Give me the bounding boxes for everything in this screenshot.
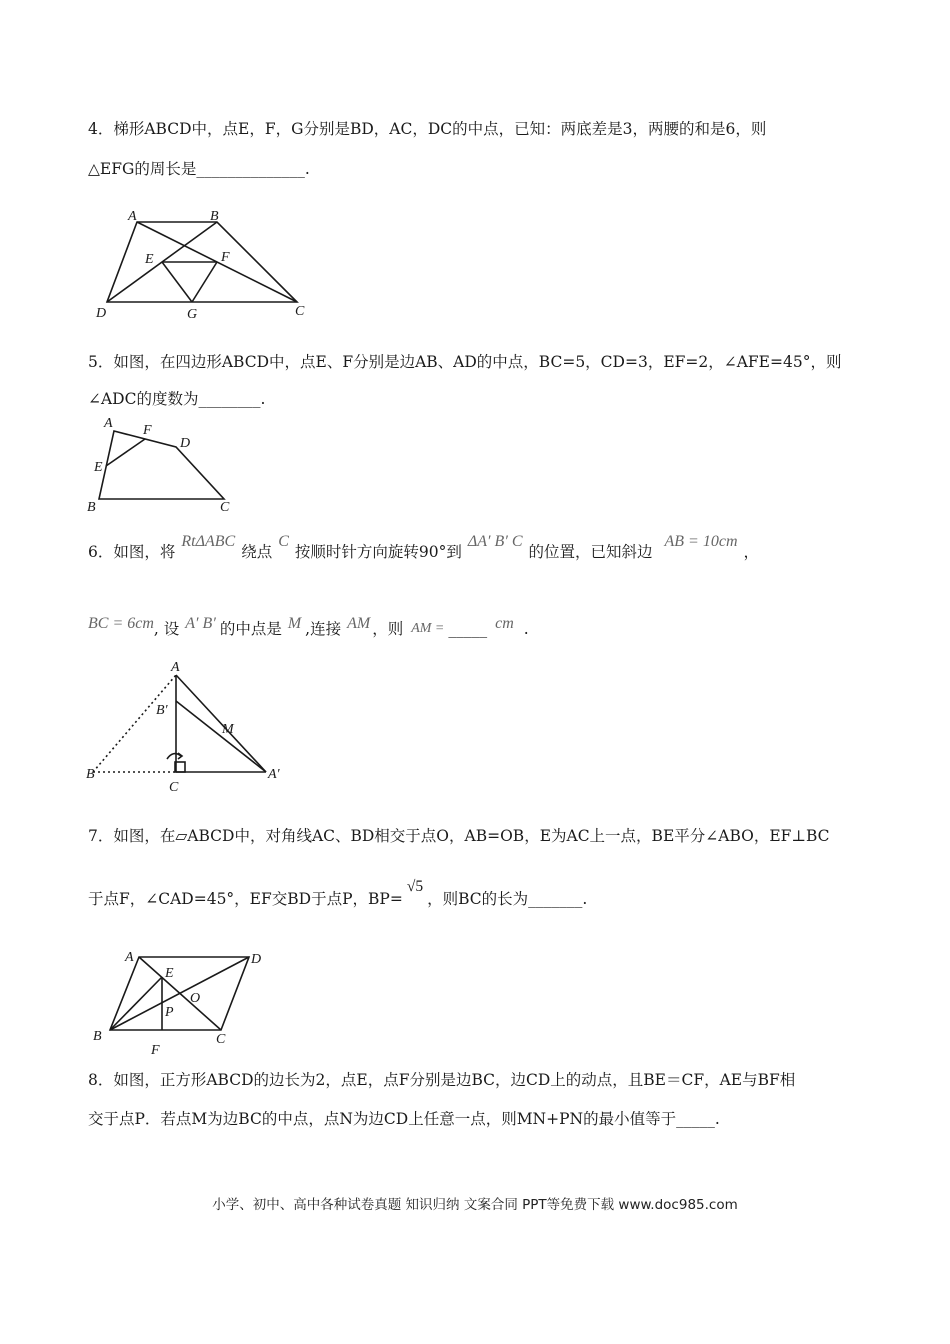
q4-label-E: E: [145, 252, 154, 267]
q6-rotation-figure: [82, 655, 292, 795]
q5-label-C: C: [220, 500, 230, 515]
q6-text-part2: 绕点: [241, 543, 273, 561]
q6-math-rt-abc: RtΔABC: [181, 533, 236, 550]
q7-label-C: C: [216, 1032, 226, 1047]
q4-text-line1: 4．梯形ABCD中，点E，F，G分别是BD，AC，DC的中点，已知：两底差是3，两腰的和是6，则: [88, 120, 767, 138]
q6-label-C: C: [169, 780, 179, 795]
q6-text-part5: ，: [743, 543, 760, 561]
q5-quadrilateral-figure: [84, 414, 244, 518]
q4-label-D: D: [96, 306, 107, 321]
q4-label-A: A: [128, 209, 137, 224]
q7-text-part1: 于点F，∠CAD=45°，EF交BD于点P，BP=: [88, 890, 403, 908]
q6-math-ab: AB = 10cm: [664, 533, 738, 550]
page-footer: 小学、初中、高中各种试卷真题 知识归纳 文案合同 PPT等免费下载 www.doc985.com: [212, 1197, 738, 1213]
q6-label-B-prime: B′: [156, 703, 168, 718]
q6-text-part6: , 设: [153, 620, 180, 638]
q6-math-c: C: [278, 533, 289, 550]
q6-label-A-prime: A′: [268, 767, 280, 782]
q7-label-B: B: [93, 1029, 102, 1044]
q6-label-A: A: [171, 660, 180, 675]
q6-math-a1b1c: ΔA′ B′ C: [467, 533, 523, 550]
q7-label-F: F: [151, 1043, 160, 1057]
q4-label-G: G: [187, 307, 198, 322]
q6-label-B: B: [86, 767, 95, 782]
q6-math-am-eq: AM =: [411, 621, 445, 636]
q7-label-D: D: [251, 952, 262, 967]
q5-text-line2: ∠ADC的度数为________.: [88, 390, 266, 408]
q5-label-B: B: [87, 500, 96, 515]
q6-text-part4: 的位置，已知斜边: [528, 543, 653, 561]
q5-text-line1: 5．如图，在四边形ABCD中，点E、F分别是边AB、AD的中点，BC=5，CD=3，EF=2，∠AFE=45°，则: [88, 353, 842, 371]
q6-text-part8: ,连接: [305, 620, 342, 638]
q5-label-D: D: [180, 436, 191, 451]
q6-math-bc: BC = 6cm: [88, 615, 154, 632]
q6-answer-blank: _____: [448, 620, 488, 638]
q4-label-C: C: [295, 304, 305, 319]
q4-label-F: F: [221, 250, 230, 265]
q7-text-part2: ，则BC的长为_______.: [427, 890, 588, 908]
q6-label-M: M: [222, 722, 234, 737]
q7-text-line1: 7．如图，在▱ABCD中，对角线AC、BD相交于点O，AB=OB，E为AC上一点，BE平分∠ABO，EF⊥BC: [88, 827, 830, 845]
q7-label-O: O: [190, 991, 201, 1006]
q6-text-part7: 的中点是: [219, 620, 282, 638]
q4-label-B: B: [210, 209, 219, 224]
q4-text-line2: △EFG的周长是______________.: [88, 160, 310, 178]
q6-text-part10: .: [523, 620, 529, 638]
q6-math-m: M: [287, 615, 302, 632]
q7-label-P: P: [165, 1005, 174, 1020]
q7-label-E: E: [165, 966, 174, 981]
q8-text-line1: 8．如图，正方形ABCD的边长为2，点E，点F分别是边BC，边CD上的动点，且BE＝CF，AE与BF相: [88, 1071, 796, 1089]
q8-text-line2: 交于点P．若点M为边BC的中点，点N为边CD上任意一点，则MN+PN的最小值等于_____.: [88, 1110, 720, 1128]
q4-trapezoid-figure: [90, 205, 320, 325]
q5-label-E: E: [94, 460, 103, 475]
q6-text-part1: 6．如图，将: [88, 543, 176, 561]
q7-text-line2: [88, 878, 588, 909]
q6-math-a1b1: A′ B′: [185, 615, 216, 632]
q5-label-F: F: [143, 423, 152, 438]
q7-label-A: A: [125, 950, 134, 965]
q7-sqrt5: √5: [406, 878, 424, 895]
q6-text-line1: [88, 533, 760, 562]
q6-text-part9: ，则: [372, 620, 404, 638]
q6-math-cm: cm: [495, 615, 514, 632]
q7-parallelogram-figure: [88, 945, 278, 1057]
q6-math-am: AM: [347, 615, 371, 632]
q5-label-A: A: [104, 416, 113, 431]
q6-text-line2: [88, 617, 529, 639]
q6-text-part3: 按顺时针方向旋转90°到: [294, 543, 462, 561]
